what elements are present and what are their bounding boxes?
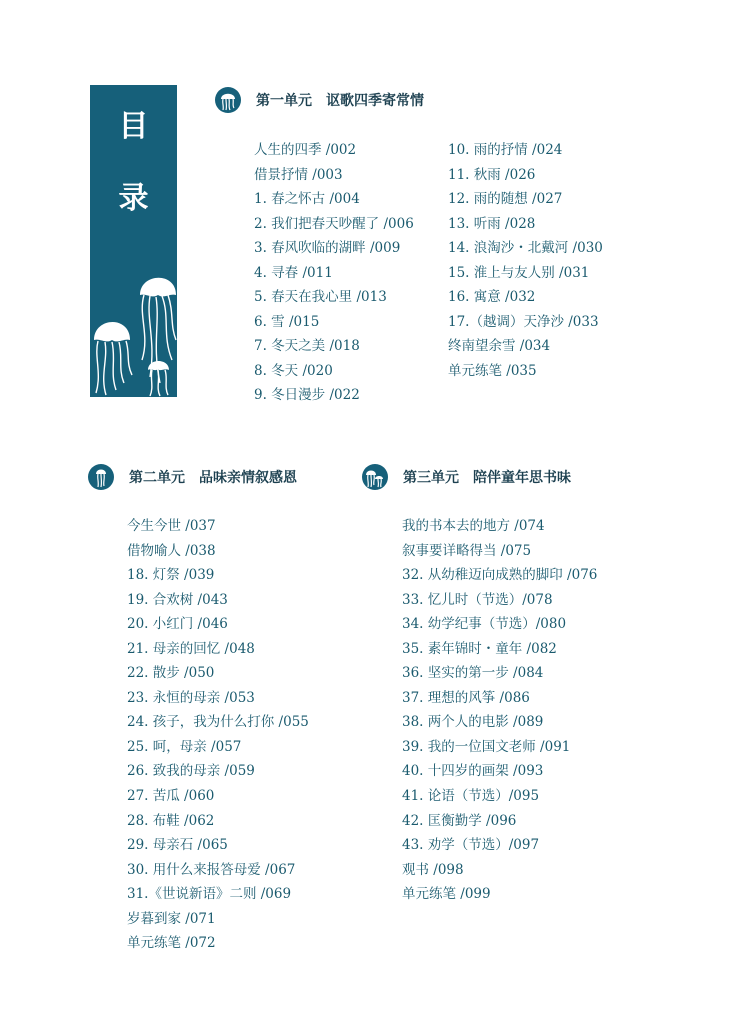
- unit-1-toc-column-2: [448, 138, 603, 383]
- unit-2-toc: [127, 514, 309, 956]
- toc-entry[interactable]: 32. 从幼稚迈向成熟的脚印 /076: [402, 567, 598, 584]
- toc-entry[interactable]: 36. 坚实的第一步 /084: [402, 665, 544, 682]
- toc-entry[interactable]: 31.《世说新语》二则 /069: [127, 886, 292, 903]
- toc-entry[interactable]: 单元练笔 /072: [127, 935, 216, 952]
- toc-entry[interactable]: 12. 雨的随想 /027: [448, 191, 563, 208]
- toc-entry[interactable]: 38. 两个人的电影 /089: [402, 714, 544, 731]
- toc-entry[interactable]: 借物喻人 /038: [127, 542, 216, 559]
- toc-entry[interactable]: 4. 寻春 /011: [254, 264, 333, 281]
- toc-entry[interactable]: 19. 合欢树 /043: [127, 591, 228, 608]
- toc-entry[interactable]: 岁暮到家 /071: [127, 910, 216, 927]
- toc-entry[interactable]: 15. 淮上与友人别 /031: [448, 264, 590, 281]
- toc-entry[interactable]: 18. 灯祭 /039: [127, 567, 215, 584]
- contents-banner: [90, 85, 177, 397]
- toc-entry[interactable]: 14. 浪淘沙・北戴河 /030: [448, 240, 603, 257]
- toc-entry[interactable]: 叙事要详略得当 /075: [402, 542, 532, 559]
- toc-entry[interactable]: 22. 散步 /050: [127, 665, 215, 682]
- contents-title-char-1: 目: [118, 109, 149, 144]
- toc-entry[interactable]: 我的书本去的地方 /074: [402, 518, 545, 534]
- contents-title-char-2: 录: [118, 181, 149, 216]
- toc-entry[interactable]: 3. 春风吹临的湖畔 /009: [254, 240, 401, 257]
- toc-entry[interactable]: 人生的四季 /002: [254, 142, 357, 158]
- toc-entry[interactable]: 观书 /098: [402, 861, 464, 878]
- toc-entry[interactable]: 33. 忆儿时（节选）/078: [402, 591, 553, 608]
- toc-entry[interactable]: 24. 孩子，我为什么打你 /055: [127, 714, 309, 731]
- unit-theme: 讴歌四季寄常情: [326, 93, 424, 109]
- unit-title: [129, 467, 297, 487]
- jellyfish-illustration: [90, 265, 177, 397]
- toc-entry[interactable]: 27. 苦瓜 /060: [127, 788, 215, 805]
- toc-entry[interactable]: 今生今世 /037: [127, 518, 216, 534]
- toc-entry[interactable]: 37. 理想的风筝 /086: [402, 689, 530, 706]
- toc-entry[interactable]: 8. 冬天 /020: [254, 362, 333, 379]
- unit-title: [256, 90, 424, 110]
- unit-1-heading: [214, 86, 424, 114]
- toc-entry[interactable]: 43. 劝学（节选）/097: [402, 837, 540, 854]
- toc-entry[interactable]: 23. 永恒的母亲 /053: [127, 689, 255, 706]
- toc-entry[interactable]: 34. 幼学纪事（节选）/080: [402, 616, 567, 633]
- toc-entry[interactable]: 25. 呵，母亲 /057: [127, 738, 242, 755]
- unit-number: 第三单元: [403, 470, 459, 486]
- toc-entry[interactable]: 13. 听雨 /028: [448, 215, 536, 232]
- unit-theme: 陪伴童年思书味: [473, 470, 571, 486]
- unit-2-heading: [87, 463, 297, 491]
- toc-entry[interactable]: 42. 匡衡勤学 /096: [402, 812, 517, 829]
- unit-1-toc-column-1: [254, 138, 414, 408]
- jellyfish-icon: [87, 463, 115, 491]
- toc-entry[interactable]: 17.（越调）天净沙 /033: [448, 313, 599, 330]
- toc-entry[interactable]: 单元练笔 /099: [402, 886, 491, 903]
- toc-entry[interactable]: 39. 我的一位国文老师 /091: [402, 738, 571, 755]
- toc-entry[interactable]: 26. 致我的母亲 /059: [127, 763, 255, 780]
- unit-theme: 品味亲情叙感恩: [199, 470, 297, 486]
- toc-entry[interactable]: 7. 冬天之美 /018: [254, 338, 360, 355]
- toc-entry[interactable]: 2. 我们把春天吵醒了 /006: [254, 215, 414, 232]
- toc-entry[interactable]: 28. 布鞋 /062: [127, 812, 215, 829]
- unit-number: 第一单元: [256, 93, 312, 109]
- toc-entry[interactable]: 21. 母亲的回忆 /048: [127, 640, 255, 657]
- unit-3-heading: [361, 463, 571, 491]
- jellyfish-icon: [361, 463, 389, 491]
- toc-entry[interactable]: 11. 秋雨 /026: [448, 166, 536, 183]
- unit-title: [403, 467, 571, 487]
- toc-entry[interactable]: 单元练笔 /035: [448, 362, 537, 379]
- toc-entry[interactable]: 20. 小红门 /046: [127, 616, 228, 633]
- toc-entry[interactable]: 5. 春天在我心里 /013: [254, 289, 387, 306]
- toc-entry[interactable]: 35. 素年锦时・童年 /082: [402, 640, 557, 657]
- toc-entry[interactable]: 10. 雨的抒情 /024: [448, 142, 563, 158]
- toc-entry[interactable]: 借景抒情 /003: [254, 166, 343, 183]
- unit-number: 第二单元: [129, 470, 185, 486]
- toc-entry[interactable]: 6. 雪 /015: [254, 313, 320, 330]
- toc-entry[interactable]: 41. 论语（节选）/095: [402, 788, 540, 805]
- toc-entry[interactable]: 9. 冬日漫步 /022: [254, 387, 360, 404]
- toc-entry[interactable]: 40. 十四岁的画架 /093: [402, 763, 544, 780]
- jellyfish-icon: [214, 86, 242, 114]
- toc-entry[interactable]: 终南望余雪 /034: [448, 338, 551, 355]
- unit-3-toc: [402, 514, 597, 907]
- toc-entry[interactable]: 30. 用什么来报答母爱 /067: [127, 861, 296, 878]
- toc-entry[interactable]: 1. 春之怀古 /004: [254, 191, 360, 208]
- toc-entry[interactable]: 16. 寓意 /032: [448, 289, 536, 306]
- toc-entry[interactable]: 29. 母亲石 /065: [127, 837, 228, 854]
